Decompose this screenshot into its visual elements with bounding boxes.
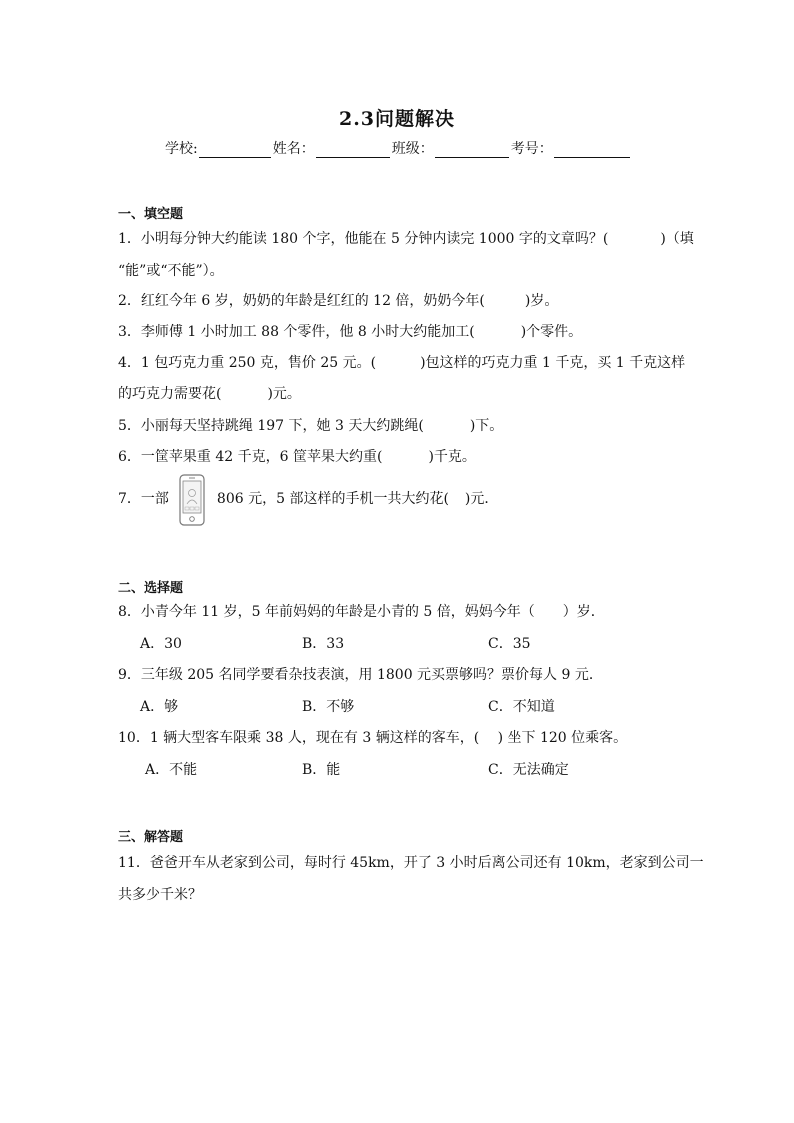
q4-text-b: )包这样的巧克力重 1 千克，买 1 千克这样 <box>420 355 686 371</box>
q1-text-b: )（填 <box>660 231 694 247</box>
class-blank[interactable] <box>435 143 509 158</box>
q10-option-c[interactable]: C．无法确定 <box>488 762 569 778</box>
question-1-line-2: “能”或“不能”）。 <box>118 263 224 279</box>
question-5 <box>118 415 503 435</box>
student-info-row <box>165 138 632 158</box>
name-blank[interactable] <box>316 143 390 158</box>
q6-text-b: )千克。 <box>428 449 476 465</box>
question-9: 9．三年级 205 名同学要看杂技表演，用 1800 元买票够吗？票价每人 9 元． <box>118 667 603 683</box>
q6-text-a: 6．一筐苹果重 42 千克，6 筐苹果大约重( <box>118 449 383 465</box>
q7-text-b: 806 元，5 部这样的手机一共大约花( <box>216 491 449 507</box>
question-4-line-2 <box>118 383 301 403</box>
question-2 <box>118 290 558 310</box>
q8-option-c[interactable]: C．35 <box>488 636 531 652</box>
school-blank[interactable] <box>199 143 271 158</box>
page-title: 2.3问题解决 <box>338 108 456 130</box>
q5-text-a: 5．小丽每天坚持跳绳 197 下，她 3 天大约跳绳( <box>118 418 424 434</box>
q5-text-b: )下。 <box>469 418 504 434</box>
q4-text-c: 的巧克力需要花( <box>118 386 222 402</box>
q9-option-b[interactable]: B．不够 <box>302 699 355 715</box>
exam-no-blank[interactable] <box>554 143 630 158</box>
question-1-line-1 <box>118 228 694 248</box>
question-6 <box>118 446 476 466</box>
section-heading-fill-blank: 一、填空题 <box>118 207 184 222</box>
phone-icon <box>177 474 207 524</box>
q1-text-a: 1．小明每分钟大约能读 180 个字，他能在 5 分钟内读完 1000 字的文章吗？( <box>118 231 609 247</box>
question-3 <box>118 321 582 341</box>
q2-text-a: 2．红红今年 6 岁，奶奶的年龄是红红的 12 倍，奶奶今年( <box>118 293 485 309</box>
question-8: 8．小青今年 11 岁，5 年前妈妈的年龄是小青的 5 倍，妈妈今年（ ）岁． <box>118 604 605 620</box>
exam-no-label: 考号： <box>510 141 553 157</box>
q2-text-b: )岁。 <box>524 293 559 309</box>
question-11-line-1: 11．爸爸开车从老家到公司，每时行 45km，开了 3 小时后离公司还有 10km，老家到公司一 <box>118 855 704 871</box>
section-heading-multiple-choice: 二、选择题 <box>118 581 184 596</box>
q7-text-c: )元． <box>464 491 499 507</box>
q10-option-a[interactable]: A．不能 <box>145 762 198 778</box>
q8-option-a[interactable]: A．30 <box>140 636 182 652</box>
q4-text-d: )元。 <box>267 386 301 402</box>
q3-text-a: 3．李师傅 1 小时加工 88 个零件，他 8 小时大约能加工( <box>118 324 475 340</box>
q9-option-a[interactable]: A．够 <box>140 699 179 715</box>
question-4-line-1 <box>118 352 685 372</box>
q7-text-a: 7．一部 <box>118 491 169 507</box>
question-10: 10．1 辆大型客车限乘 38 人，现在有 3 辆这样的客车，( ) 坐下 120 位乘客。 <box>118 730 628 746</box>
school-label: 学校: <box>165 141 198 157</box>
question-7 <box>118 474 498 524</box>
question-11-line-2: 共多少千米？ <box>118 887 202 903</box>
q3-text-b: )个零件。 <box>520 324 583 340</box>
q4-text-a: 4．1 包巧克力重 250 克，售价 25 元。( <box>118 355 377 371</box>
section-heading-solve: 三、解答题 <box>118 830 184 845</box>
class-label: 班级： <box>391 141 434 157</box>
q8-option-b[interactable]: B．33 <box>302 636 345 652</box>
q9-option-c[interactable]: C．不知道 <box>488 699 555 715</box>
q10-option-b[interactable]: B．能 <box>302 762 341 778</box>
name-label: 姓名： <box>272 141 315 157</box>
